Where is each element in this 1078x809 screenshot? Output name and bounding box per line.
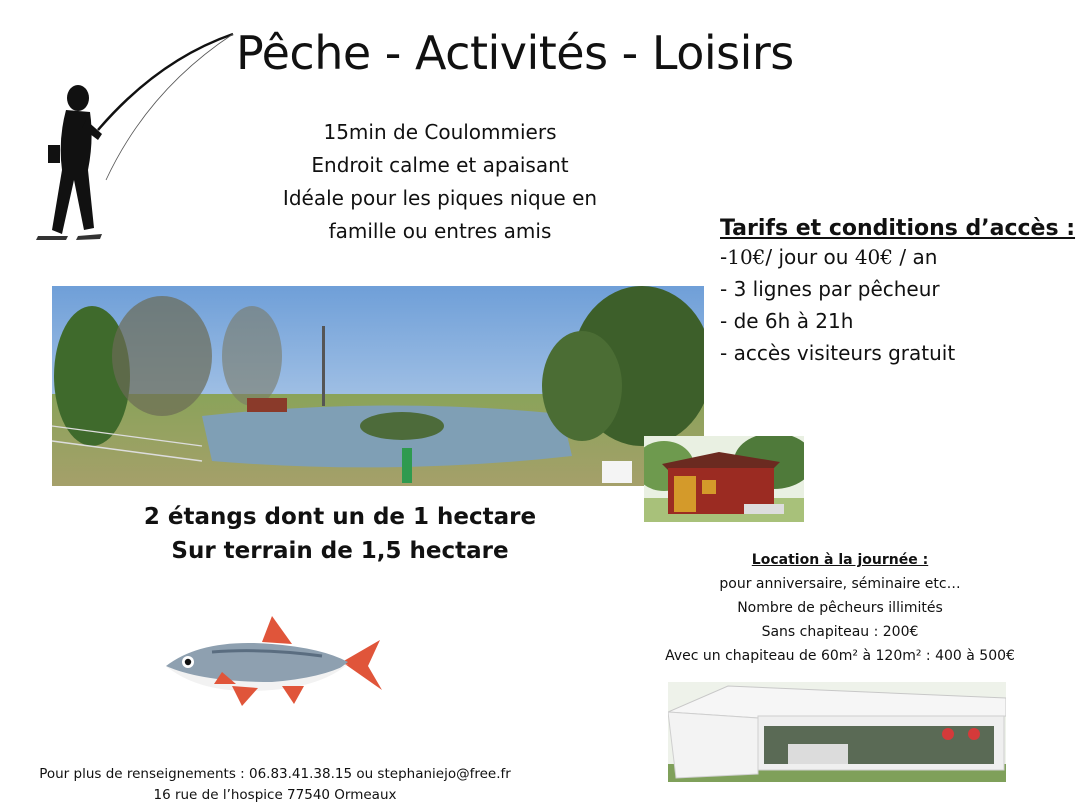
tarif-lines-line: - 3 lignes par pêcheur (720, 277, 940, 301)
tarif-year-unit: / an (893, 245, 938, 269)
tarifs-heading: Tarifs et conditions d’accès : (720, 216, 1076, 241)
intro-text (250, 116, 630, 248)
tarif-year-price: 40€ (854, 245, 894, 269)
marquee-tent-image (668, 682, 1006, 782)
tarif-visitors-line: - accès visiteurs gratuit (720, 341, 956, 365)
contact-address: 16 rue de l’hospice 77540 Ormeaux (153, 787, 397, 803)
intro-line: Idéale pour les piques nique en (282, 186, 598, 210)
tarif-price-line (720, 241, 1075, 273)
location-line: Nombre de pêcheurs illimités (737, 600, 943, 616)
location-heading: Location à la journée : (751, 552, 929, 568)
tarif-hours-line: - de 6h à 21h (720, 309, 854, 333)
fish-image (162, 612, 384, 708)
intro-line: Endroit calme et apaisant (311, 153, 569, 177)
fisherman-silhouette-image (28, 30, 238, 242)
ponds-description (90, 500, 590, 568)
ponds-line: Sur terrain de 1,5 hectare (171, 538, 509, 564)
location-line: Avec un chapiteau de 60m² à 120m² : 400 à 500€ (665, 648, 1015, 664)
intro-line: 15min de Coulommiers (323, 120, 557, 144)
contact-info (10, 764, 540, 806)
location-line: pour anniversaire, séminaire etc… (719, 576, 961, 592)
tarifs-section (720, 216, 1075, 369)
intro-line: famille ou entres amis (328, 219, 552, 243)
location-section (610, 548, 1070, 668)
ponds-line: 2 étangs dont un de 1 hectare (143, 504, 537, 530)
tarif-dash: - (720, 245, 728, 269)
tarif-day-unit: / jour ou (765, 245, 855, 269)
page-title: Pêche - Activités - Loisirs (236, 26, 794, 80)
location-line: Sans chapiteau : 200€ (761, 624, 919, 640)
contact-line: Pour plus de renseignements : 06.83.41.38.15 ou stephaniejo@free.fr (39, 766, 511, 782)
wooden-cabin-image (644, 436, 804, 522)
pond-landscape-image (52, 286, 704, 486)
tarif-day-price: 10€ (727, 245, 766, 269)
